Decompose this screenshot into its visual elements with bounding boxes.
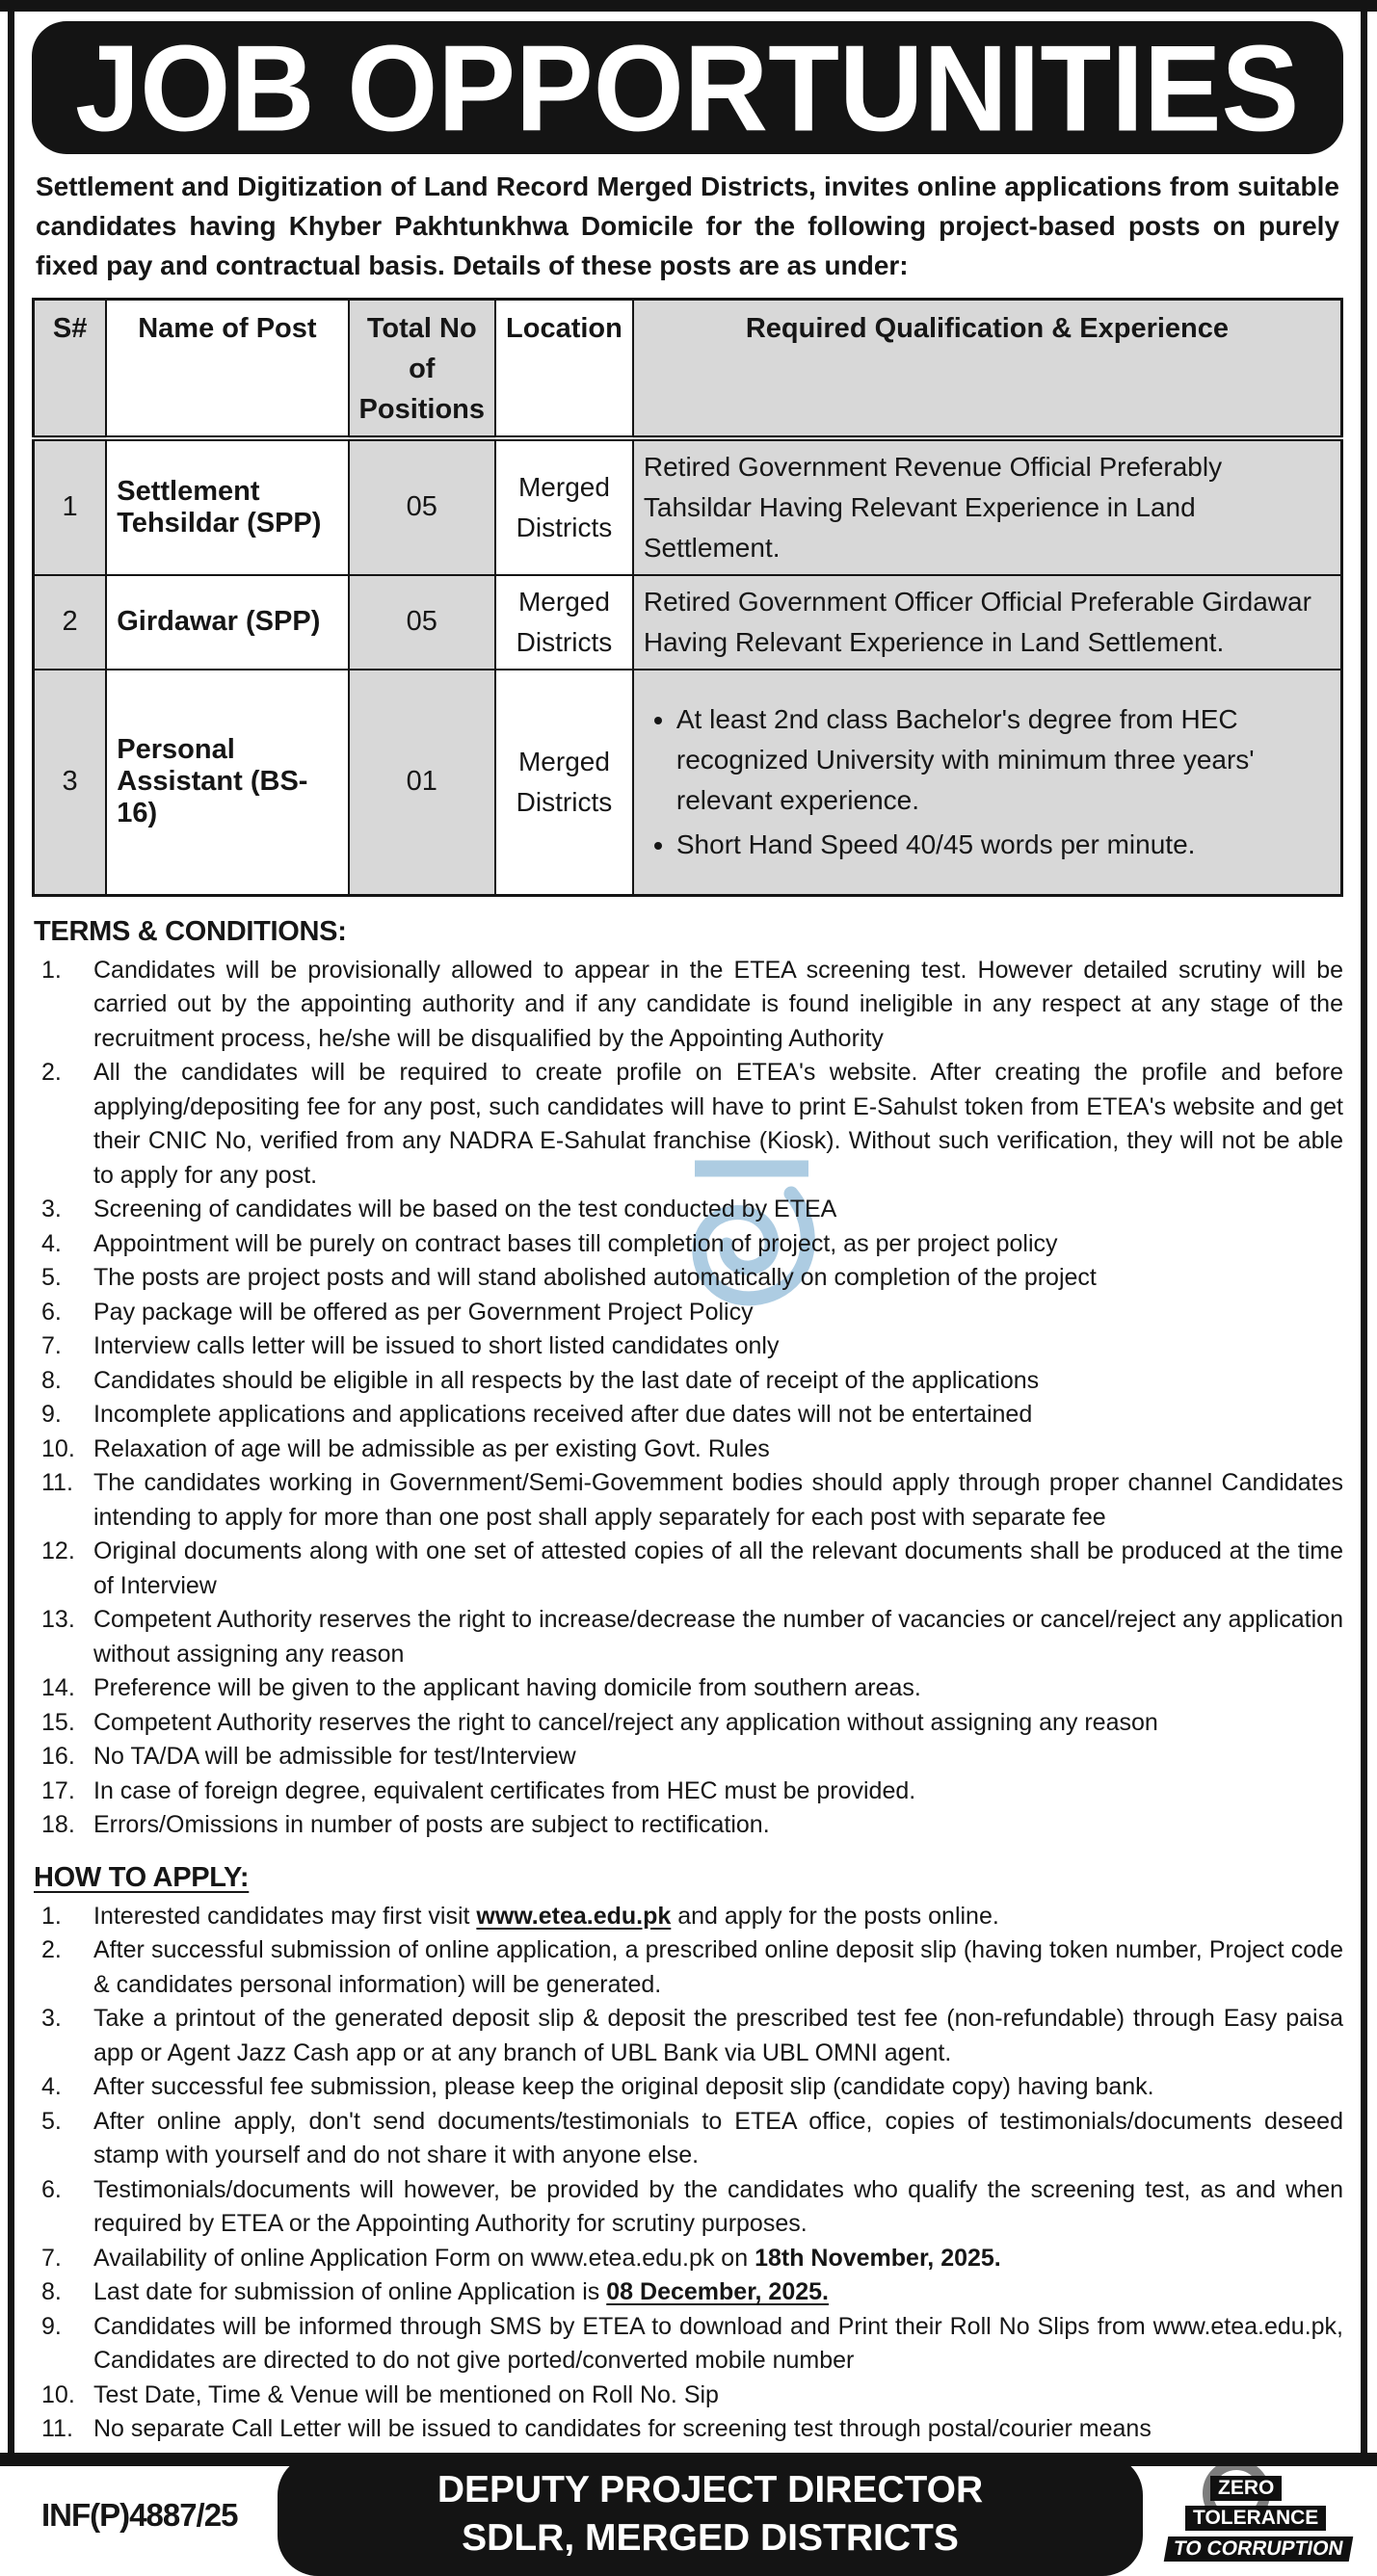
term-item: No TA/DA will be admissible for test/Interview	[93, 1743, 576, 1771]
logo-text-zero: ZERO	[1210, 2476, 1282, 2501]
how-item: No separate Call Letter will be issued to candidates for screening test through postal/courier means	[93, 2415, 1152, 2443]
how-item: After online apply, don't send documents/testimonials to ETEA office, copies of testimonials/documents deseed stamp with yourself and do not share it with anyone else.	[93, 2107, 1343, 2169]
page-title: JOB OPPORTUNITIES	[75, 18, 1300, 157]
term-item: All the candidates will be required to create profile on ETEA's website. After creating the profile and before applying/depositing fee for any post, such candidates will have to print E-Sahulst token from ETEA's website and get their CNIC No, verified from any NADRA E-Sahulat franchise (Kiosk). Without such verification, they will not be able to apply for any post.	[93, 1059, 1343, 1189]
table-header-row	[34, 299, 1342, 438]
how-item: Testimonials/documents will however, be provided by the candidates who qualify the screening test, as and when required by ETEA or the Appointing Authority for scrutiny purposes.	[93, 2175, 1343, 2238]
logo-text-tolerance: TOLERANCE	[1185, 2506, 1326, 2531]
cell-qualification: Retired Government Officer Official Preferable Girdawar Having Relevant Experience in Land Settlement.	[633, 575, 1342, 670]
cell-post-name: Girdawar (SPP)	[106, 575, 348, 670]
how-to-apply-list	[32, 1900, 1343, 2447]
cell-sno: 3	[34, 670, 107, 896]
cell-sno: 1	[34, 438, 107, 575]
term-item: Candidates should be eligible in all respects by the last date of receipt of the applications	[93, 1366, 1040, 1394]
table-row	[34, 670, 1342, 896]
cell-positions: 05	[349, 438, 496, 575]
term-item: Relaxation of age will be admissible as per existing Govt. Rules	[93, 1434, 770, 1462]
qualification-bullet-list	[644, 699, 1331, 865]
column-header-qualification: Required Qualification & Experience	[633, 299, 1342, 438]
column-header-sno: S#	[34, 299, 107, 438]
table-row	[34, 575, 1342, 670]
how-item: Candidates will be informed through SMS by ETEA to download and Print their Roll No Slips from www.etea.edu.pk, Candidates are directed to do not give ported/converted mobile number	[93, 2312, 1343, 2375]
cell-positions: 05	[349, 575, 496, 670]
signature-box	[278, 2455, 1143, 2576]
term-item: Incomplete applications and applications received after due dates will not be entertained	[93, 1401, 1033, 1429]
column-header-name: Name of Post	[106, 299, 348, 438]
cell-location: Merged Districts	[495, 670, 633, 896]
signature-line-1: DEPUTY PROJECT DIRECTOR	[437, 2468, 984, 2510]
term-item: Screening of candidates will be based on the test conducted by ETEA	[93, 1196, 837, 1223]
zero-tolerance-logo	[1158, 2459, 1343, 2571]
cell-qualification	[633, 670, 1342, 896]
terms-list	[32, 954, 1343, 1843]
table-row	[34, 438, 1342, 575]
qualification-bullet: • Short Hand Speed 40/45 words per minute.	[676, 825, 1331, 865]
column-header-location: Location	[495, 299, 633, 438]
how-item: Availability of online Application Form on www.etea.edu.pk on 18th November, 2025.	[93, 2244, 1001, 2272]
term-item: The candidates working in Government/Semi-Govemment bodies should apply through proper channel Candidates intending to apply for more than one post shall apply separately for each post with separate fee	[93, 1469, 1343, 1531]
page-bottom-border	[0, 2453, 1377, 2466]
how-item: After successful submission of online application, a prescribed online deposit slip (having token number, Project code & candidates personal information) will be generated.	[93, 1936, 1343, 1998]
ad-frame	[8, 12, 1367, 2560]
term-item: Candidates will be provisionally allowed to appear in the ETEA screening test. However detailed scrutiny will be carried out by the appointing authority and if any candidate is found ineligible in any respect at any stage of the recruitment process, he/she will be disqualified by the Appointing Authority	[93, 956, 1343, 1052]
availability-date-text: 18th November, 2025.	[755, 2244, 1001, 2272]
how-item: Interested candidates may first visit www.etea.edu.pk and apply for the posts online.	[93, 1902, 999, 1930]
cell-post-name: Settlement Tehsildar (SPP)	[106, 438, 348, 575]
terms-section	[32, 916, 1343, 1843]
page-top-border	[0, 0, 1377, 12]
cell-sno: 2	[34, 575, 107, 670]
how-item: Take a printout of the generated deposit slip & deposit the prescribed test fee (non-refundable) through Easy paisa app or Agent Jazz Cash app or at any branch of UBL Bank via UBL OMNI agent.	[93, 2005, 1343, 2066]
how-item: Last date for submission of online Application is 08 December, 2025.	[93, 2278, 829, 2306]
term-item: Competent Authority reserves the right to cancel/reject any application without assigning any reason	[93, 1708, 1158, 1736]
qualification-bullet: • At least 2nd class Bachelor's degree from HEC recognized University with minimum three years' relevant experience.	[676, 699, 1331, 821]
intro-paragraph: Settlement and Digitization of Land Record Merged Districts, invites online applications from suitable candidates having Khyber Pakhtunkhwa Domicile for the following project-based posts on purely fixed pay and contractual basis. Details of these posts are as under:	[36, 171, 1339, 280]
posts-table	[32, 298, 1343, 897]
term-item: Preference will be given to the applicant having domicile from southern areas.	[93, 1674, 921, 1702]
signature-line-2: SDLR, MERGED DISTRICTS	[462, 2516, 959, 2559]
term-item: Errors/Omissions in number of posts are subject to rectification.	[93, 1811, 770, 1839]
cell-post-name: Personal Assistant (BS-16)	[106, 670, 348, 896]
cell-location: Merged Districts	[495, 438, 633, 575]
term-item: The posts are project posts and will stand abolished automatically on completion of the project	[93, 1264, 1097, 1292]
etea-url-text: www.etea.edu.pk	[476, 1902, 672, 1930]
cell-qualification: Retired Government Revenue Official Preferably Tahsildar Having Relevant Experience in Land Settlement.	[633, 438, 1342, 575]
footer	[32, 2455, 1343, 2576]
logo-text-to-corruption: TO CORRUPTION	[1164, 2537, 1353, 2562]
title-banner	[32, 18, 1343, 157]
term-item: In case of foreign degree, equivalent certificates from HEC must be provided.	[93, 1776, 916, 1804]
cell-positions: 01	[349, 670, 496, 896]
column-header-positions: Total No of Positions	[349, 299, 496, 438]
how-to-apply-section	[32, 1862, 1343, 2447]
how-item: Test Date, Time & Venue will be mentioned on Roll No. Sip	[93, 2380, 719, 2408]
term-item: Pay package will be offered as per Government Project Policy	[93, 1298, 754, 1326]
last-date-text: 08 December, 2025.	[606, 2278, 829, 2306]
term-item: Original documents along with one set of attested copies of all the relevant documents shall be produced at the time of Interview	[93, 1538, 1343, 1599]
term-item: Appointment will be purely on contract bases till completion of project, as per project policy	[93, 1229, 1058, 1257]
terms-heading: TERMS & CONDITIONS:	[34, 915, 347, 947]
cell-location: Merged Districts	[495, 575, 633, 670]
term-item: Competent Authority reserves the right to increase/decrease the number of vacancies or cancel/reject any application without assigning any reason	[93, 1606, 1343, 1668]
how-item: After successful fee submission, please keep the original deposit slip (candidate copy) having bank.	[93, 2073, 1154, 2101]
term-item: Interview calls letter will be issued to short listed candidates only	[93, 1332, 780, 1360]
inf-number: INF(P)4887/25	[41, 2496, 238, 2533]
how-to-apply-heading: HOW TO APPLY:	[34, 1861, 250, 1893]
